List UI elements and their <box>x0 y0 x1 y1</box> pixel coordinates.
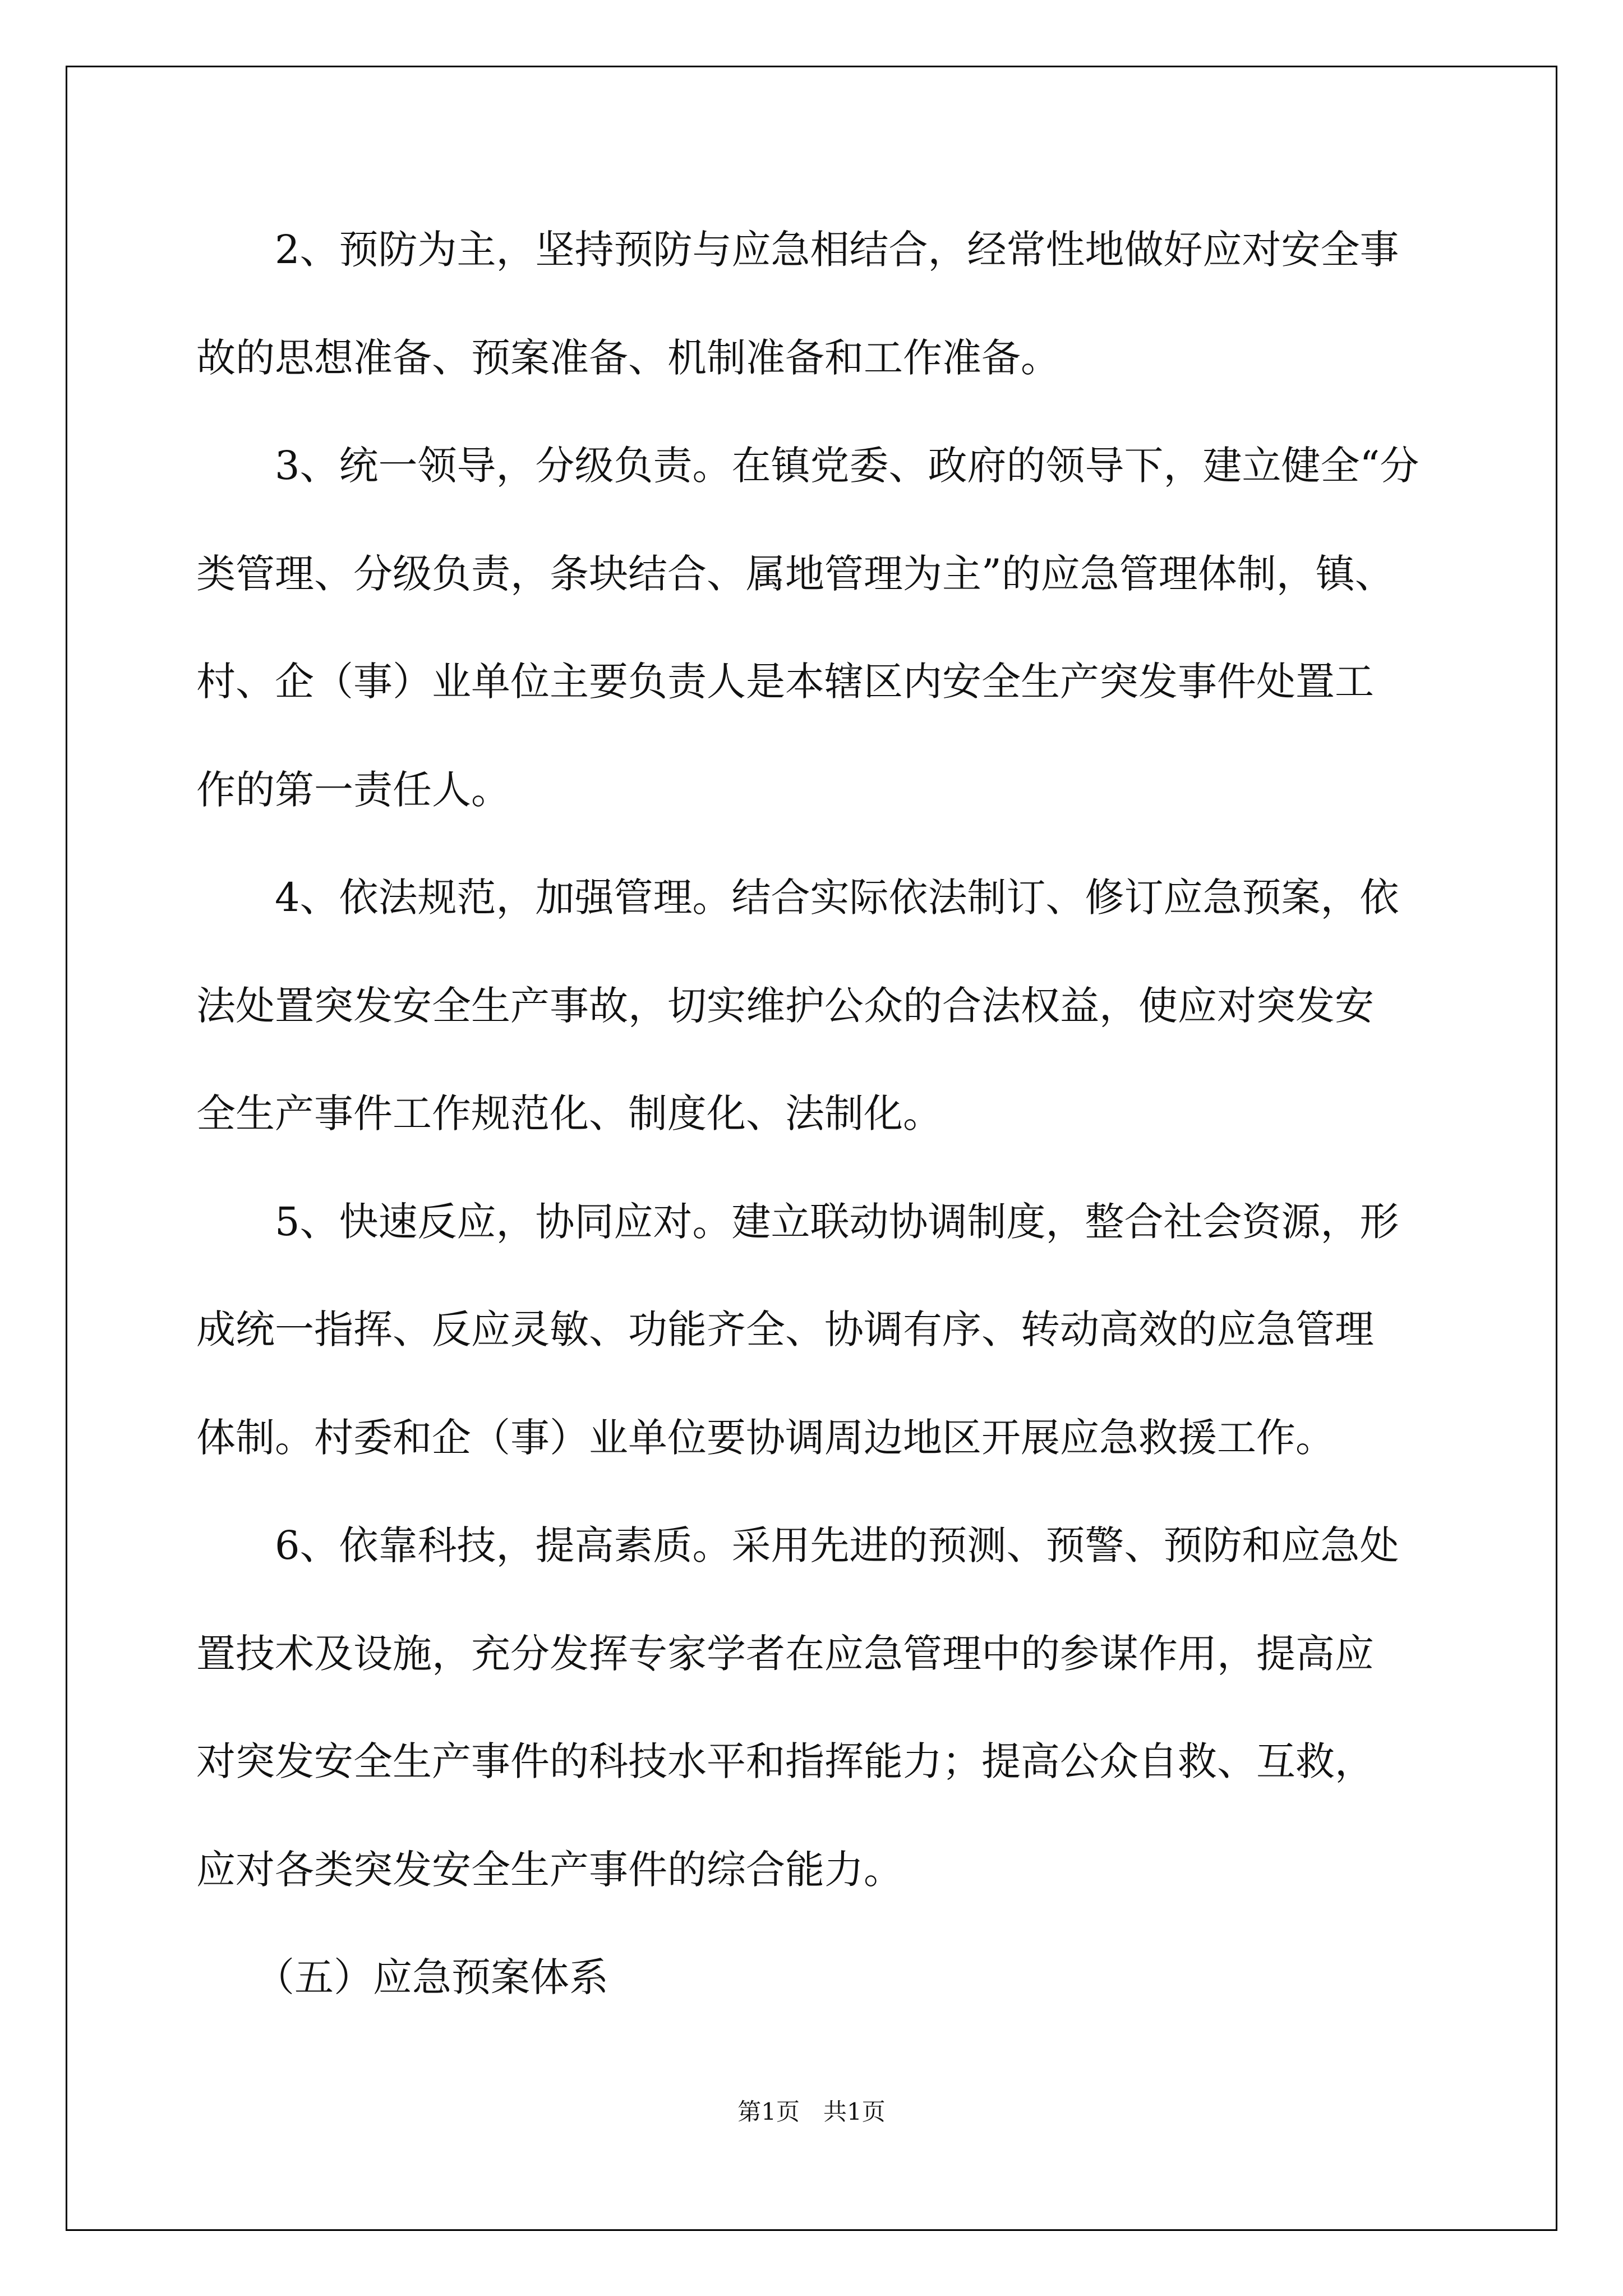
paragraph-line: 类管理、分级负责，条块结合、属地管理为主”的应急管理体制，镇、 <box>196 551 1394 597</box>
page-footer: 第1页 共1页 <box>737 2098 886 2125</box>
paragraph-line: 4、依法规范，加强管理。结合实际依法制订、修订应急预案，依 <box>275 875 1399 921</box>
section-heading: （五）应急预案体系 <box>255 1954 608 2000</box>
paragraph-line: 置技术及设施，充分发挥专家学者在应急管理中的参谋作用，提高应 <box>196 1631 1374 1677</box>
paragraph-line: 2、预防为主，坚持预防与应急相结合，经常性地做好应对安全事 <box>275 227 1399 273</box>
paragraph-line: 体制。村委和企（事）业单位要协调周边地区开展应急救援工作。 <box>196 1415 1335 1461</box>
paragraph-line: 对突发安全生产事件的科技水平和指挥能力；提高公众自救、互救， <box>196 1738 1374 1784</box>
paragraph-line: 应对各类突发安全生产事件的综合能力。 <box>196 1847 903 1893</box>
paragraph-line: 法处置突发安全生产事故，切实维护公众的合法权益，使应对突发安 <box>196 983 1374 1029</box>
paragraph-line: 3、统一领导，分级负责。在镇党委、政府的领导下，建立健全“分 <box>275 443 1419 489</box>
paragraph-line: 成统一指挥、反应灵敏、功能齐全、协调有序、转动高效的应急管理 <box>196 1306 1374 1352</box>
paragraph-line: 作的第一责任人。 <box>196 767 510 813</box>
paragraph-line: 全生产事件工作规范化、制度化、法制化。 <box>196 1091 942 1137</box>
page-border <box>66 66 1557 2231</box>
paragraph-line: 5、快速反应，协同应对。建立联动协调制度，整合社会资源，形 <box>275 1199 1399 1245</box>
paragraph-line: 故的思想准备、预案准备、机制准备和工作准备。 <box>196 335 1060 381</box>
paragraph-line: 村、企（事）业单位主要负责人是本辖区内安全生产突发事件处置工 <box>196 659 1374 705</box>
paragraph-line: 6、依靠科技，提高素质。采用先进的预测、预警、预防和应急处 <box>275 1522 1399 1568</box>
